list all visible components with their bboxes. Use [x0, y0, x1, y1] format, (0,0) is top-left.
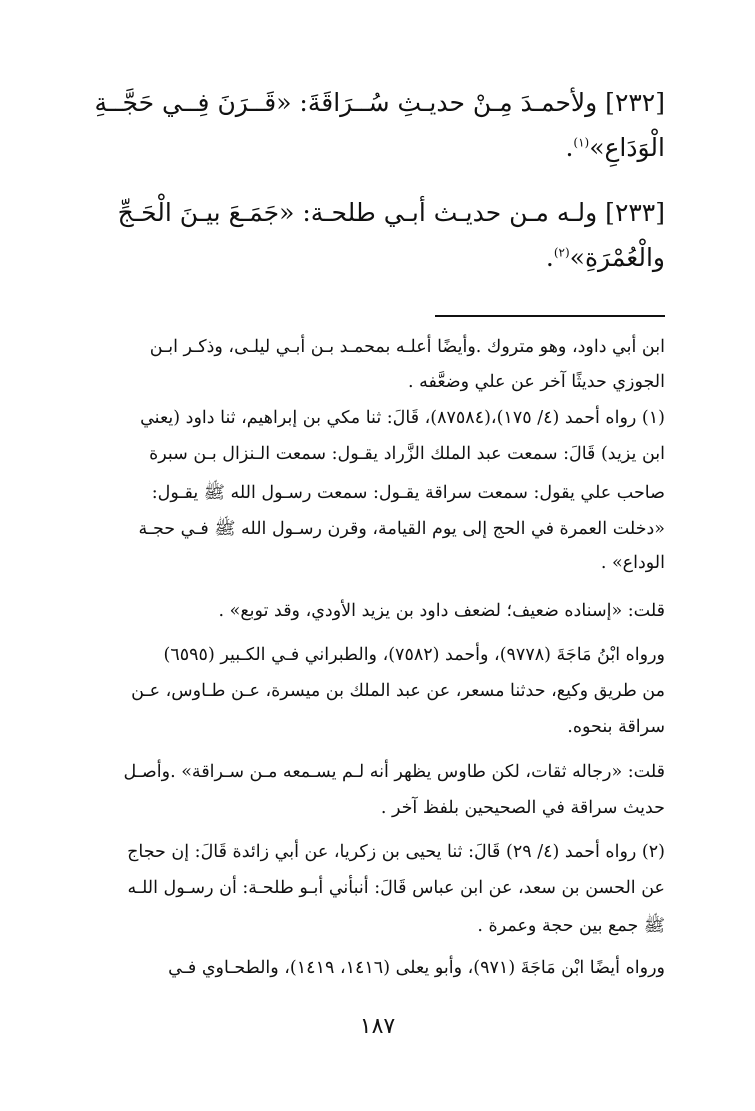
footnote-line: ورواه أيضًا ابْن مَاجَةَ (٩٧١)، وأبو يعلى (١٤١٦، ١٤١٩)، والطحـاوي فـي — [168, 958, 665, 978]
footnote-line: (١) رواه أحمد (٤/ ١٧٥)،(٨٧٥٨٤)، قَالَ: ثنا مكي بن إبراهيم، ثنا داود (يعني — [140, 408, 665, 428]
footnote-line: الوداع» . — [600, 553, 665, 573]
footnote-line: من طريق وكيع، حدثنا مسعر، عن عبد الملك بن ميسرة، عـن طـاوس، عـن — [131, 681, 665, 701]
hadith-233-period: . — [545, 243, 554, 272]
footnote-line: «دخلت العمرة في الحج إلى يوم القيامة، وقرن رسـول الله ﷺ فـي حجـة — [138, 519, 665, 539]
hadith-232-line-2 — [565, 133, 665, 162]
footnote-line: قلت: «رجاله ثقات، لكن طاوس يظهر أنه لـم يسـمعه مـن سـراقة» .وأصـل — [123, 762, 665, 782]
hadith-233-line-2 — [546, 243, 665, 272]
footnote-line: الجوزي حديثًا آخر عن علي وضعَّفه . — [407, 372, 665, 392]
footnote-line: (٢) رواه أحمد (٤/ ٢٩) قَالَ: ثنا يحيى بن زكريا، عن أبي زائدة قَالَ: إن حجاج — [127, 842, 665, 862]
footnote-line: صاحب علي يقول: سمعت سراقة يقـول: سمعت رسـول الله ﷺ يقـول: — [151, 483, 665, 503]
footnote-line: ﷺ جمع بين حجة وعمرة . — [477, 916, 665, 936]
footnote-ref-1: (١) — [573, 135, 590, 150]
footnote-separator — [435, 315, 665, 317]
footnote-line: سراقة بنحوه. — [567, 717, 665, 737]
footnote-line: عن الحسن بن سعد، عن ابن عباس قَالَ: أنبأني أبـو طلحـة: أن رسـول اللـه — [127, 878, 665, 898]
footnote-ref-2: (٢) — [553, 245, 570, 260]
hadith-232-line-1: [٢٣٢] ولأحمـدَ مِـنْ حديـثِ سُــرَاقَةَ: «قَــرَنَ فِــي حَجَّــةِ — [94, 88, 665, 117]
hadith-232-period: . — [565, 133, 574, 162]
footnote-line: ورواه ابْنُ مَاجَةَ (٩٧٧٨)، وأحمد (٧٥٨٢)، والطبراني فـي الكـبير (٦٥٩٥) — [163, 645, 665, 665]
page-number: ١٨٧ — [359, 1014, 396, 1039]
hadith-233-text-end: والْعُمْرَةِ» — [569, 243, 665, 272]
footnote-line: قلت: «إسناده ضعيف؛ لضعف داود بن يزيد الأودي، وقد توبع» . — [218, 601, 665, 621]
hadith-233-line-1: [٢٣٣] ولـه مـن حديـث أبـي طلحـة: «جَمَـعَ بيـنَ الْحَـجِّ — [117, 198, 665, 227]
hadith-232-text-end: الْوَدَاعِ» — [589, 133, 665, 162]
footnote-line: ابن أبي داود، وهو متروك .وأيضًا أعلـه بمحمـد بـن أبـي ليلـى، وذكـر ابـن — [149, 337, 665, 357]
footnote-line: ابن يزيد) قَالَ: سمعت عبد الملك الزَّراد يقـول: سمعت الـنزال بـن سبرة — [149, 444, 665, 464]
footnote-line: حديث سراقة في الصحيحين بلفظ آخر . — [380, 798, 665, 818]
